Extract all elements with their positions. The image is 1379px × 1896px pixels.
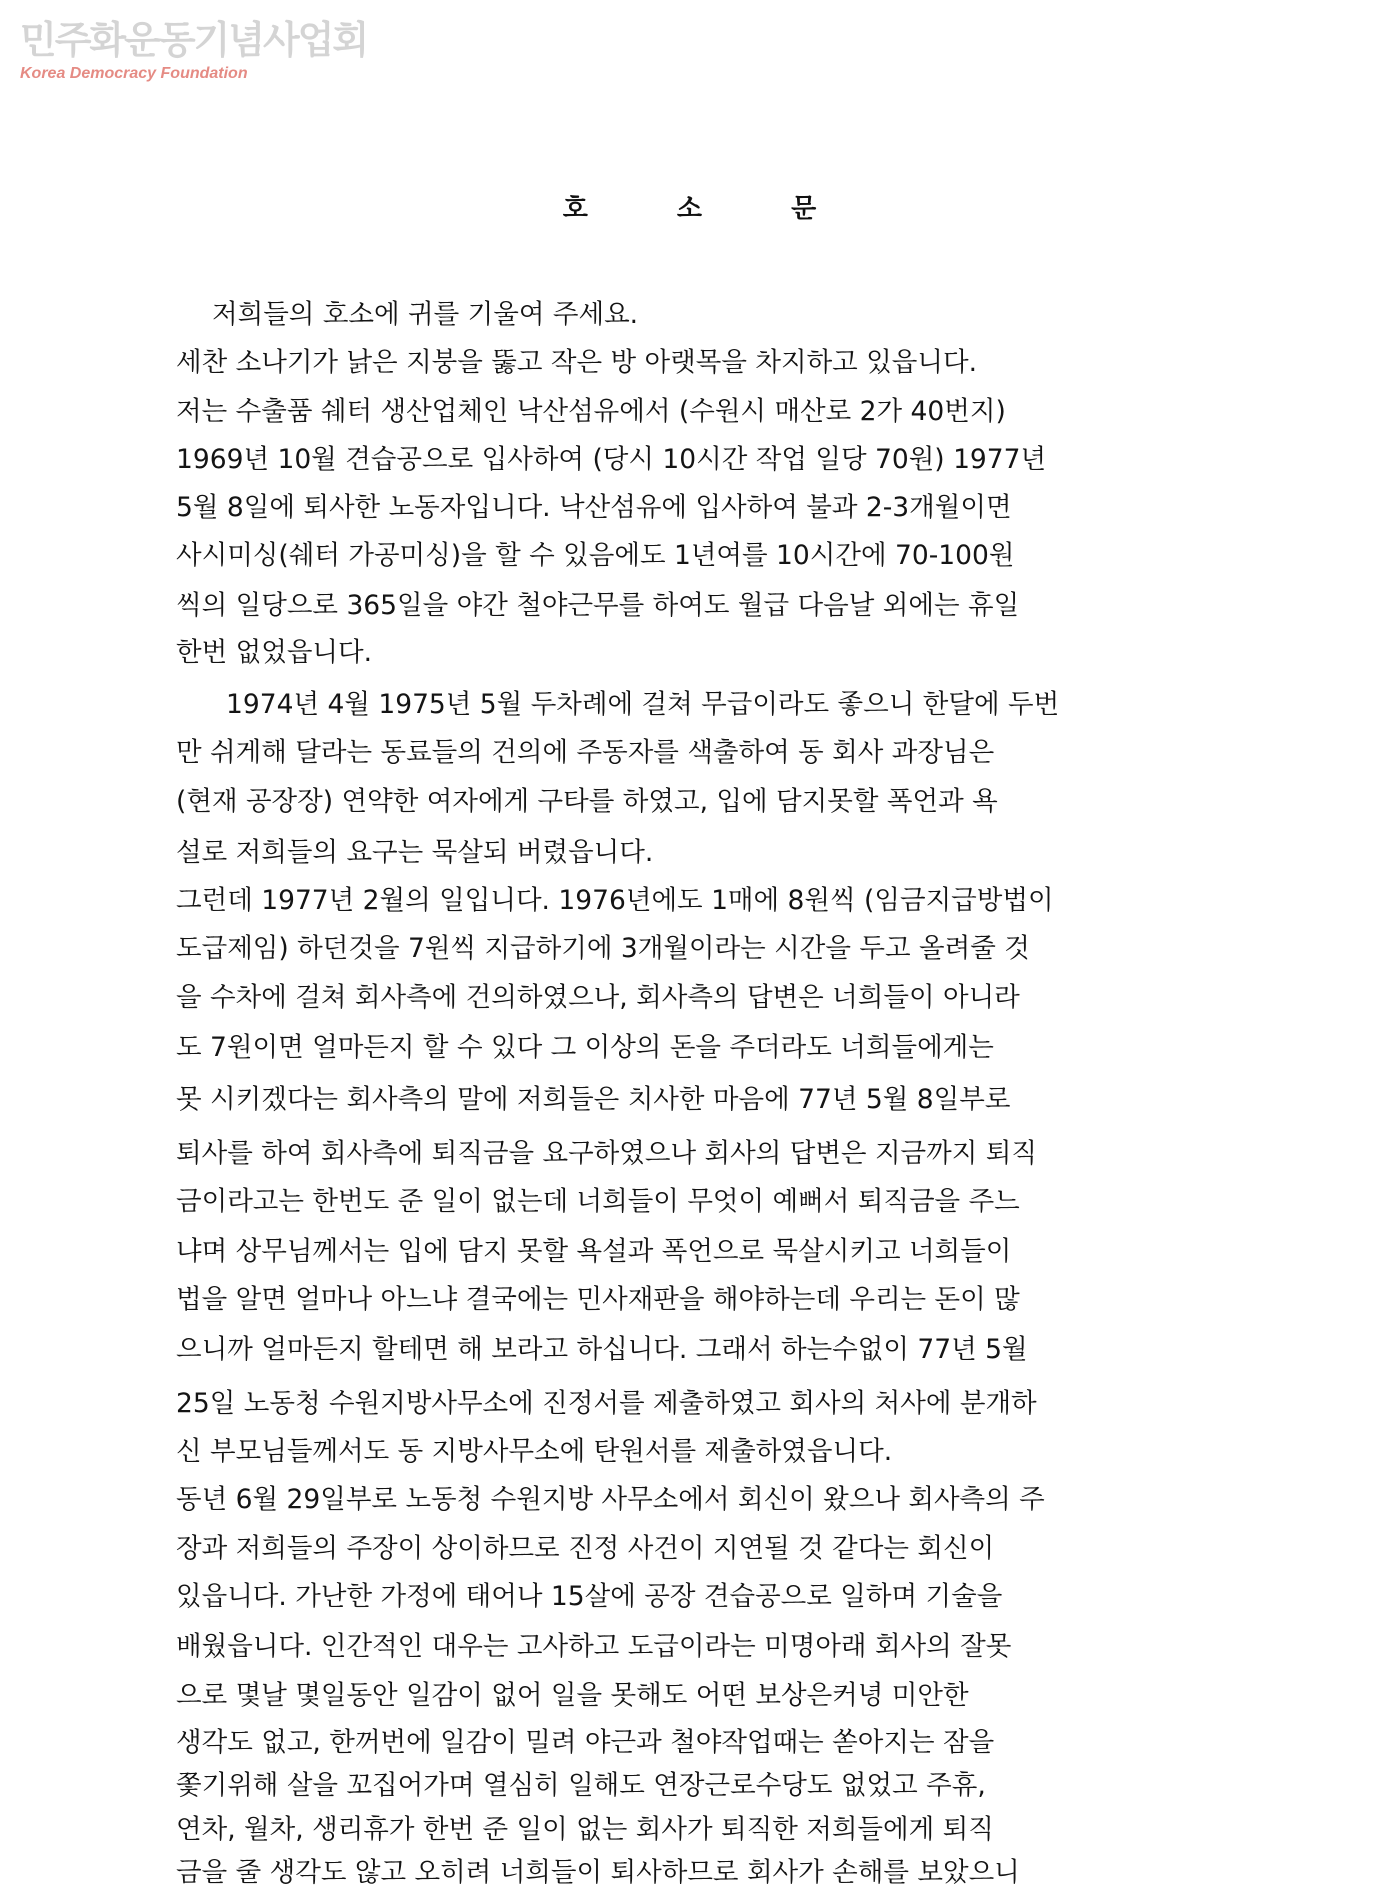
text-line: (현재 공장장) 연약한 여자에게 구타를 하였고, 입에 담지못할 폭언과 욕 <box>176 785 998 817</box>
text-line: 도 7원이면 얼마든지 할 수 있다 그 이상의 돈을 주더라도 너희들에게는 <box>176 1032 994 1064</box>
text-line: 생각도 없고, 한꺼번에 일감이 밀려 야근과 철야작업때는 쏟아지는 잠을 <box>176 1726 995 1758</box>
text-line: 사시미싱(쉐터 가공미싱)을 할 수 있음에도 1년여를 10시간에 70-100원 <box>176 540 1015 572</box>
text-line: 퇴사를 하여 회사측에 퇴직금을 요구하였으나 회사의 답변은 지금까지 퇴직 <box>176 1137 1037 1169</box>
text-line: 세찬 소나기가 낡은 지붕을 뚫고 작은 방 아랫목을 차지하고 있읍니다. <box>176 347 978 379</box>
watermark-korean: 민주화운동기념사업회 <box>20 18 368 62</box>
text-line: 설로 저희들의 요구는 묵살되 버렸읍니다. <box>176 837 654 869</box>
text-line: 있읍니다. 가난한 가정에 태어나 15살에 공장 견습공으로 일하며 기술을 <box>176 1581 1003 1613</box>
text-line: 으니까 얼마든지 할테면 해 보라고 하십니다. 그래서 하는수없이 77년 5월 <box>176 1333 1028 1365</box>
text-line: 1969년 10월 견습공으로 입사하여 (당시 10시간 작업 일당 70원) 1977년 <box>176 444 1047 476</box>
text-line: 법을 알면 얼마나 아느냐 결국에는 민사재판을 해야하는데 우리는 돈이 많 <box>176 1284 1020 1316</box>
text-line: 장과 저희들의 주장이 상이하므로 진정 사건이 지연될 것 같다는 회신이 <box>176 1532 995 1564</box>
text-line: 쫓기위해 살을 꼬집어가며 열심히 일해도 연장근로수당도 없었고 주휴, <box>176 1770 986 1802</box>
text-line: 으로 몇날 몇일동안 일감이 없어 일을 못해도 어떤 보상은커녕 미안한 <box>176 1680 969 1712</box>
text-line: 배웠읍니다. 인간적인 대우는 고사하고 도급이라는 미명아래 회사의 잘못 <box>176 1630 1012 1662</box>
text-line: 그런데 1977년 2월의 일입니다. 1976년에도 1매에 8원씩 (임금지급방법이 <box>176 884 1054 916</box>
text-line: 못 시키겠다는 회사측의 말에 저희들은 치사한 마음에 77년 5월 8일부로 <box>176 1083 1011 1115</box>
text-line: 금을 줄 생각도 않고 오히려 너희들이 퇴사하므로 회사가 손해를 보았으니 <box>176 1857 1020 1888</box>
text-line: 5월 8일에 퇴사한 노동자입니다. 낙산섬유에 입사하여 불과 2-3개월이면 <box>176 491 1012 523</box>
text-line: 저희들의 호소에 귀를 기울여 주세요. <box>212 299 639 330</box>
text-line: 1974년 4월 1975년 5월 두차례에 걸쳐 무급이라도 좋으니 한달에 두번 <box>226 688 1060 720</box>
text-line: 냐며 상무님께서는 입에 담지 못할 욕설과 폭언으로 묵살시키고 너희들이 <box>176 1235 1012 1267</box>
text-line: 신 부모님들께서도 동 지방사무소에 탄원서를 제출하였읍니다. <box>176 1435 893 1467</box>
text-line: 저는 수출품 쉐터 생산업체인 낙산섬유에서 (수원시 매산로 2가 40번지) <box>176 395 1006 427</box>
text-line: 연차, 월차, 생리휴가 한번 준 일이 없는 회사가 퇴직한 저희들에게 퇴직 <box>176 1813 994 1845</box>
text-line: 을 수차에 걸쳐 회사측에 건의하였으나, 회사측의 답변은 너희들이 아니라 <box>176 981 1020 1013</box>
text-line: 25일 노동청 수원지방사무소에 진정서를 제출하였고 회사의 처사에 분개하 <box>176 1388 1037 1420</box>
document-title: 호 소 문 <box>562 194 857 224</box>
text-line: 금이라고는 한번도 준 일이 없는데 너희들이 무엇이 예뻐서 퇴직금을 주느 <box>176 1186 1020 1218</box>
watermark-logo <box>20 18 367 84</box>
text-line: 만 쉬게해 달라는 동료들의 건의에 주동자를 색출하여 동 회사 과장님은 <box>176 737 995 769</box>
text-line: 한번 없었읍니다. <box>176 637 373 669</box>
text-line: 씩의 일당으로 365일을 야간 철야근무를 하여도 월급 다음날 외에는 휴일 <box>176 589 1020 621</box>
text-line: 도급제임) 하던것을 7원씩 지급하기에 3개월이라는 시간을 두고 올려줄 것 <box>176 933 1030 965</box>
watermark-english: Korea Democracy Foundation <box>20 65 248 82</box>
text-line: 동년 6월 29일부로 노동청 수원지방 사무소에서 회신이 왔으나 회사측의 주 <box>176 1484 1045 1516</box>
